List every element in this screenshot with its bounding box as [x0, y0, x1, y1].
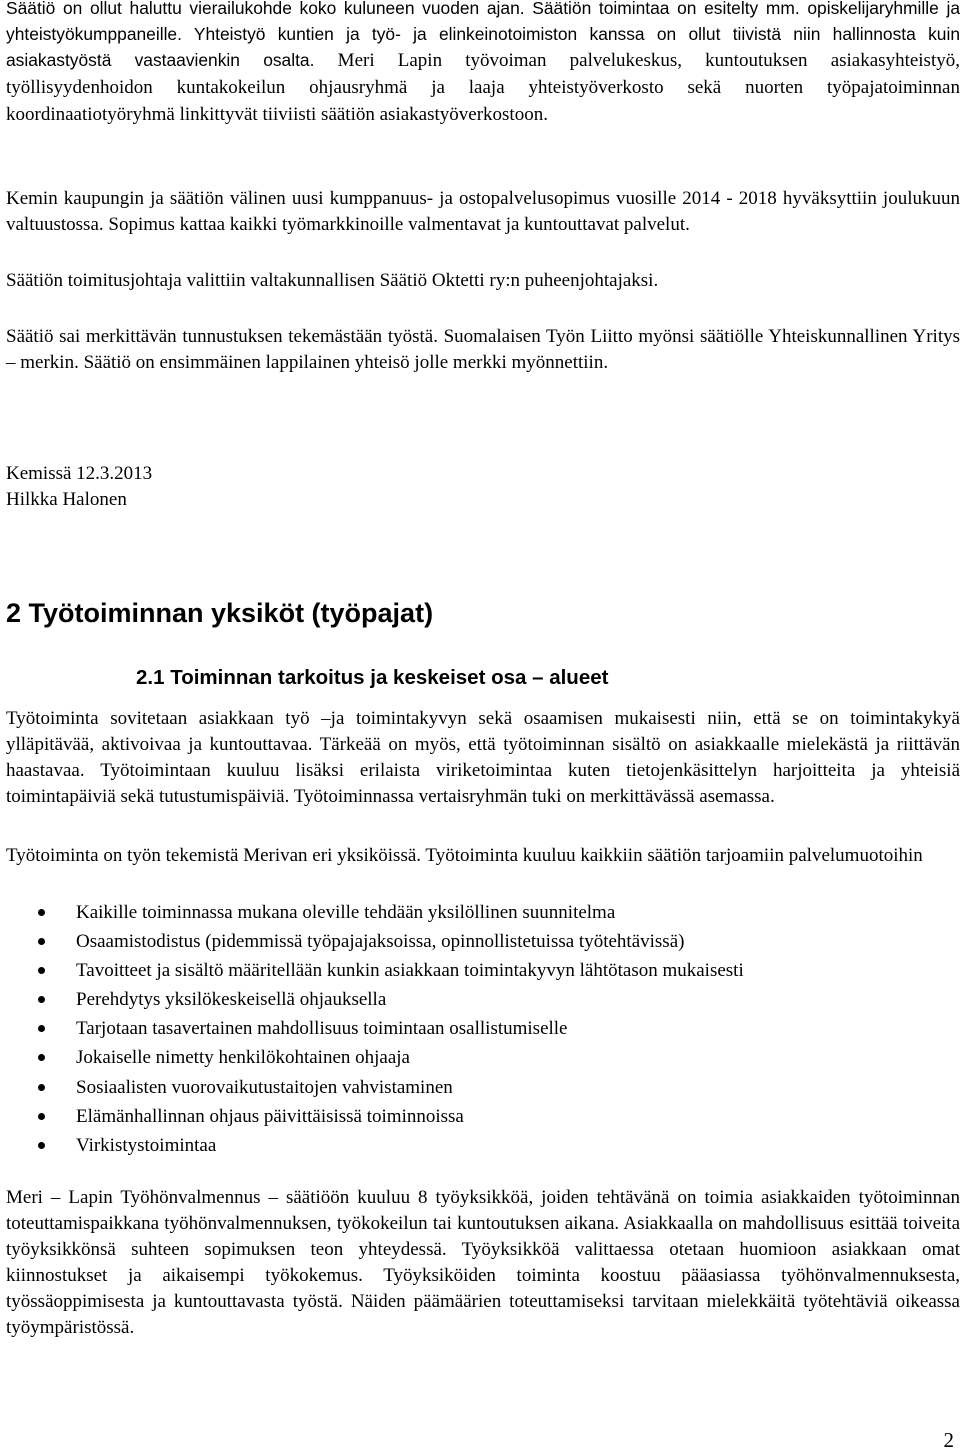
list-item: Kaikille toiminnassa mukana oleville tehdään yksilöllinen suunnitelma — [6, 898, 906, 927]
list-item: Perehdytys yksilökeskeisellä ohjauksella — [6, 985, 906, 1014]
signature-block — [6, 461, 960, 513]
bullet-dot-icon — [38, 996, 45, 1003]
work-activity-paragraph: Työtoiminta on työn tekemistä Merivan eri yksiköissä. Työtoiminta kuuluu kaikkiin säätiön tarjoamiin palvelumuotoihin — [6, 845, 923, 866]
section-heading: 2 Työtoiminnan yksiköt (työpajat) — [6, 598, 434, 628]
list-item: Virkistystoimintaa — [6, 1131, 906, 1160]
service-bullet-list — [6, 898, 906, 1160]
bullet-dot-icon — [38, 1084, 45, 1091]
page-number: 2 — [943, 1428, 954, 1452]
intro-paragraph-serif-text: Meri Lapin työvoiman palvelukeskus, kuntoutuksen asiakasyhteistyö, työllisyydenhoidon kuntakokeilun ohjausryhmä ja laaja yhteistyöverkosto sekä nuorten työpajatoiminnan koordinaatiotyöryhmä linkittyvät tiiviisti säätiön asiakastyöverkostoon. — [6, 50, 960, 125]
bullet-dot-icon — [38, 909, 45, 916]
bullet-dot-icon — [38, 938, 45, 945]
list-item: Sosiaalisten vuorovaikutustaitojen vahvistaminen — [6, 1073, 906, 1102]
agreement-paragraph: Kemin kaupungin ja säätiön välinen uusi kumppanuus- ja ostopalvelusopimus vuosille 2014 - 2018 hyväksyttiin joulukuun valtuustossa. Sopimus kattaa kaikki työmarkkinoille valmentavat ja kuntouttavat palvelut. — [6, 188, 960, 235]
recognition-paragraph: Säätiö sai merkittävän tunnustuksen tekemästään työstä. Suomalaisen Työn Liitto myönsi säätiölle Yhteiskunnallinen Yritys – merkin. Säätiö on ensimmäinen lappilainen yhteisö jolle merkki myönnettiin. — [6, 326, 960, 373]
list-item: Elämänhallinnan ohjaus päivittäisissä toiminnoissa — [6, 1102, 906, 1131]
bullet-dot-icon — [38, 967, 45, 974]
list-item: Tavoitteet ja sisältö määritellään kunkin asiakkaan toimintakyvyn lähtötason mukaisesti — [6, 956, 906, 985]
list-item: Tarjotaan tasavertainen mahdollisuus toimintaan osallistumiselle — [6, 1014, 906, 1043]
list-item: Jokaiselle nimetty henkilökohtainen ohjaaja — [6, 1043, 906, 1072]
bullet-dot-icon — [38, 1025, 45, 1032]
bullet-dot-icon — [38, 1142, 45, 1149]
bullet-dot-icon — [38, 1054, 45, 1061]
bullet-dot-icon — [38, 1113, 45, 1120]
subsection-heading: 2.1 Toiminnan tarkoitus ja keskeiset osa – alueet — [136, 666, 609, 689]
intro-paragraph — [6, 0, 960, 128]
list-item: Osaamistodistus (pidemmissä työpajajaksoissa, opinnollistetuissa työtehtävissä) — [6, 927, 906, 956]
purpose-paragraph: Työtoiminta sovitetaan asiakkaan työ –ja toimintakyvyn sekä osaamisen mukaisesti niin, että se on toimintakykyä ylläpitävää, aktivoivaa ja kuntouttavaa. Tärkeää on myös, että työtoiminnan sisältö on asiakkaalle mielekästä ja riittävän haastavaa. Työtoimintaan kuuluu lisäksi erilaista viriketoimintaa kuten tietojenkäsittelyn harjoitteita ja yhteisiä toimintapäiviä sekä tutustumispäiviä. Työtoiminnassa vertaisryhmän tuki on merkittävässä asemassa. — [6, 708, 960, 807]
signature-place-date: Kemissä 12.3.2013 — [6, 463, 153, 484]
chair-paragraph: Säätiön toimitusjohtaja valittiin valtakunnallisen Säätiö Oktetti ry:n puheenjohtajaksi. — [6, 270, 659, 291]
intro-paragraph-sans-text: Säätiö on ollut haluttu vierailukohde koko kuluneen vuoden ajan. Säätiön toimintaa on esitelty mm. opiskelijaryhmille ja yhteistyökumppaneille. Yhteistyö kuntien ja työ- ja elinkeinotoimiston kanssa on ollut tiivistä niin hallinnosta kuin asiakastyöstä vastaavienkin osalta. — [6, 0, 960, 70]
units-paragraph: Meri – Lapin Työhönvalmennus – säätiöön kuuluu 8 työyksikköä, joiden tehtävänä on toimia asiakkaiden työtoiminnan toteuttamispaikkana työhönvalmennuksen, työkokeilun tai kuntoutuksen aikana. Asiakkaalla on mahdollisuus esittää toiveita työyksikkönsä suhteen sopimuksen teon yhteydessä. Työyksikköä valittaessa otetaan huomioon asiakkaan omat kiinnostukset ja aikaisempi työkokemus. Työyksiköiden toiminta koostuu pääasiassa työhönvalmennuksesta, työssäoppimisesta ja kuntouttavasta työstä. Näiden päämäärien toteuttamiseksi tarvitaan mielekkäitä työtehtäviä oikeassa työympäristössä. — [6, 1187, 960, 1338]
signature-name: Hilkka Halonen — [6, 489, 127, 510]
